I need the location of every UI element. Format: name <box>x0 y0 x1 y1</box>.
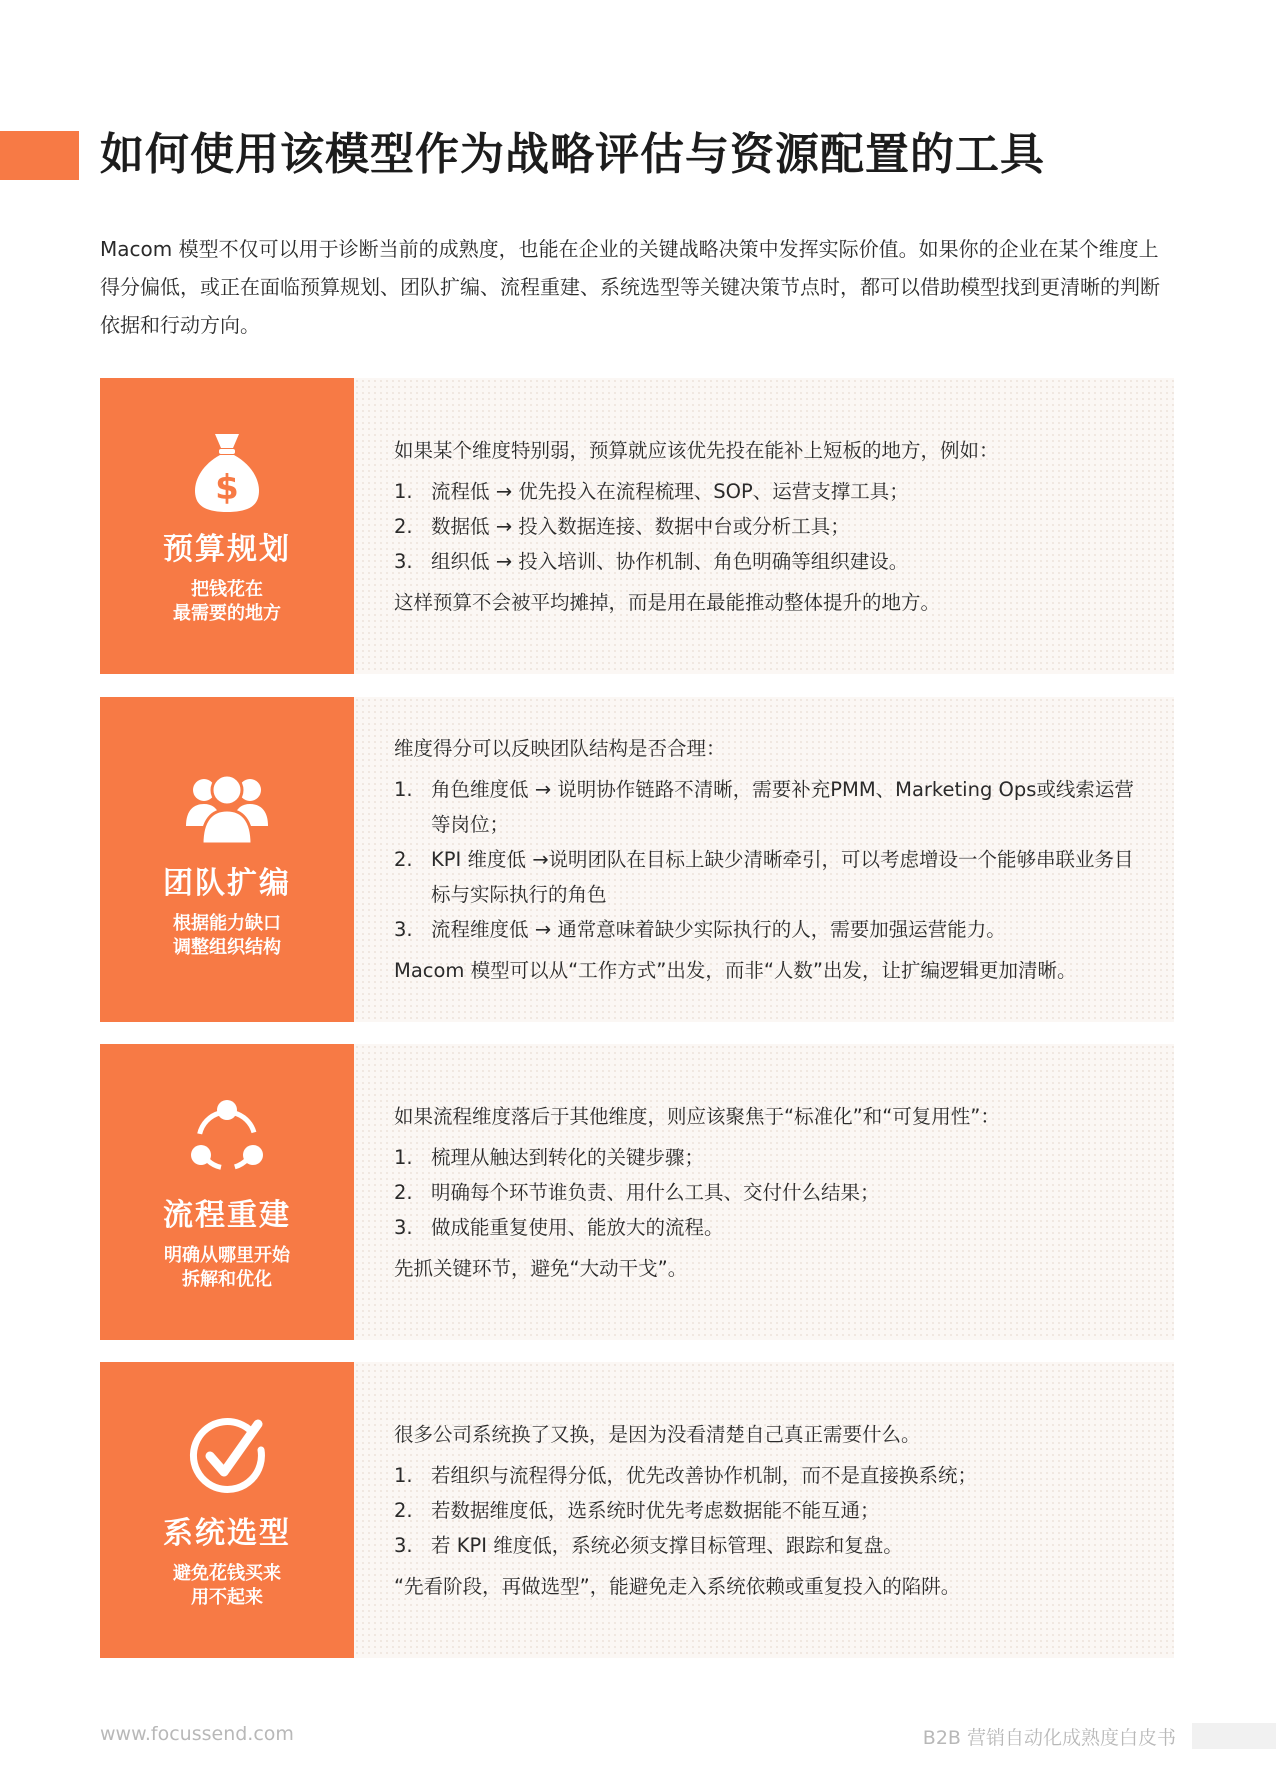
list-item-text: 若组织与流程得分低，优先改善协作机制，而不是直接换系统； <box>431 1463 978 1487</box>
list-item <box>394 1458 1134 1493</box>
list-item-text: 做成能重复使用、能放大的流程。 <box>431 1215 724 1239</box>
section-closing: “先看阶段，再做选型”，能避免走入系统依赖或重复投入的陷阱。 <box>394 1574 961 1598</box>
list-item-number: 1. <box>394 778 413 801</box>
section-subtitle: 把钱花在 最需要的地方 <box>173 579 281 624</box>
section-lead: 很多公司系统换了又换，是因为没看清楚自己真正需要什么。 <box>394 1422 921 1446</box>
list-item <box>394 772 1134 842</box>
section-title: 流程重建 <box>163 1198 291 1233</box>
list-item-number: 1. <box>394 479 413 503</box>
section-list <box>394 1140 1134 1245</box>
list-item-number: 2. <box>394 514 413 538</box>
list-item <box>394 1528 1134 1563</box>
list-item-number: 2. <box>394 1498 413 1522</box>
list-item-number: 2. <box>394 848 413 871</box>
list-item-text: 若 KPI 维度低，系统必须支撑目标管理、跟踪和复盘。 <box>431 1533 903 1557</box>
process-cycle-icon <box>182 1092 272 1182</box>
section-list <box>394 772 1134 947</box>
section-side-panel <box>100 1362 354 1658</box>
list-item <box>394 842 1134 912</box>
section-list <box>394 474 1134 579</box>
list-item <box>394 1175 1134 1210</box>
title-accent-bar <box>0 131 79 180</box>
list-item-number: 3. <box>394 1533 413 1557</box>
list-item-text: 明确每个环节谁负责、用什么工具、交付什么结果； <box>431 1180 880 1204</box>
section-lead: 如果某个维度特别弱，预算就应该优先投在能补上短板的地方，例如： <box>394 438 999 462</box>
section-content <box>354 378 1174 674</box>
list-item-text: 组织低 → 投入培训、协作机制、角色明确等组织建设。 <box>431 549 909 573</box>
section-subtitle: 根据能力缺口 调整组织结构 <box>173 912 281 958</box>
footer-doc-title: B2B 营销自动化成熟度白皮书 <box>922 1727 1176 1749</box>
section-closing: Macom 模型可以从“工作方式”出发，而非“人数”出发，让扩编逻辑更加清晰。 <box>394 959 1077 982</box>
list-item-text: 若数据维度低，选系统时优先考虑数据能不能互通； <box>431 1498 880 1522</box>
section-content <box>354 697 1174 1022</box>
section-team-expansion <box>100 697 1174 1022</box>
svg-text:$: $ <box>215 468 239 508</box>
section-system-selection <box>100 1362 1174 1658</box>
section-content <box>354 1362 1174 1658</box>
section-subtitle: 避免花钱买来 用不起来 <box>173 1563 281 1608</box>
section-side-panel <box>100 697 354 1022</box>
section-closing: 先抓关键环节，避免“大动干戈”。 <box>394 1256 688 1280</box>
list-item <box>394 1493 1134 1528</box>
section-side-panel <box>100 378 354 674</box>
section-content <box>354 1044 1174 1340</box>
list-item <box>394 912 1134 947</box>
check-circle-icon <box>182 1410 272 1500</box>
list-item-text: 梳理从触达到转化的关键步骤； <box>431 1145 705 1169</box>
list-item <box>394 474 1134 509</box>
list-item-number: 1. <box>394 1145 413 1169</box>
list-item-text: 流程低 → 优先投入在流程梳理、SOP、运营支撑工具； <box>431 479 909 503</box>
list-item-number: 3. <box>394 549 413 573</box>
list-item-text: 角色维度低 → 说明协作链路不清晰，需要补充PMM、Marketing Ops或线索运营等岗位； <box>431 778 1134 836</box>
section-lead: 如果流程维度落后于其他维度，则应该聚焦于“标准化”和“可复用性”： <box>394 1104 1000 1128</box>
section-title: 预算规划 <box>163 532 291 567</box>
list-item-number: 3. <box>394 918 413 941</box>
section-list <box>394 1458 1134 1563</box>
money-bag-icon <box>182 426 272 516</box>
footer-page-tab <box>1192 1723 1276 1749</box>
section-side-panel <box>100 1044 354 1340</box>
intro-paragraph: Macom 模型不仅可以用于诊断当前的成熟度，也能在企业的关键战略决策中发挥实际价值。如果你的企业在某个维度上得分偏低，或正在面临预算规划、团队扩编、流程重建、系统选型等关键决策节点时，都可以借助模型找到更清晰的判断依据和行动方向。 <box>100 237 1160 337</box>
list-item-number: 1. <box>394 1463 413 1487</box>
section-title: 系统选型 <box>163 1516 291 1551</box>
section-title: 团队扩编 <box>163 865 291 901</box>
list-item-text: 数据低 → 投入数据连接、数据中台或分析工具； <box>431 514 850 538</box>
list-item <box>394 544 1134 579</box>
section-budget-planning <box>100 378 1174 674</box>
section-subtitle: 明确从哪里开始 拆解和优化 <box>164 1245 290 1290</box>
list-item <box>394 1140 1134 1175</box>
list-item-text: KPI 维度低 →说明团队在目标上缺少清晰牵引，可以考虑增设一个能够串联业务目标与实际执行的角色 <box>431 848 1134 906</box>
list-item-number: 3. <box>394 1215 413 1239</box>
section-process-rebuild <box>100 1044 1174 1340</box>
team-icon <box>182 760 272 850</box>
page-title: 如何使用该模型作为战略评估与资源配置的工具 <box>100 129 1045 180</box>
list-item <box>394 509 1134 544</box>
section-lead: 维度得分可以反映团队结构是否合理： <box>394 737 726 760</box>
section-closing: 这样预算不会被平均摊掉，而是用在最能推动整体提升的地方。 <box>394 590 941 614</box>
list-item <box>394 1210 1134 1245</box>
footer-website: www.focussend.com <box>100 1723 294 1745</box>
list-item-text: 流程维度低 → 通常意味着缺少实际执行的人，需要加强运营能力。 <box>431 918 1006 941</box>
list-item-number: 2. <box>394 1180 413 1204</box>
